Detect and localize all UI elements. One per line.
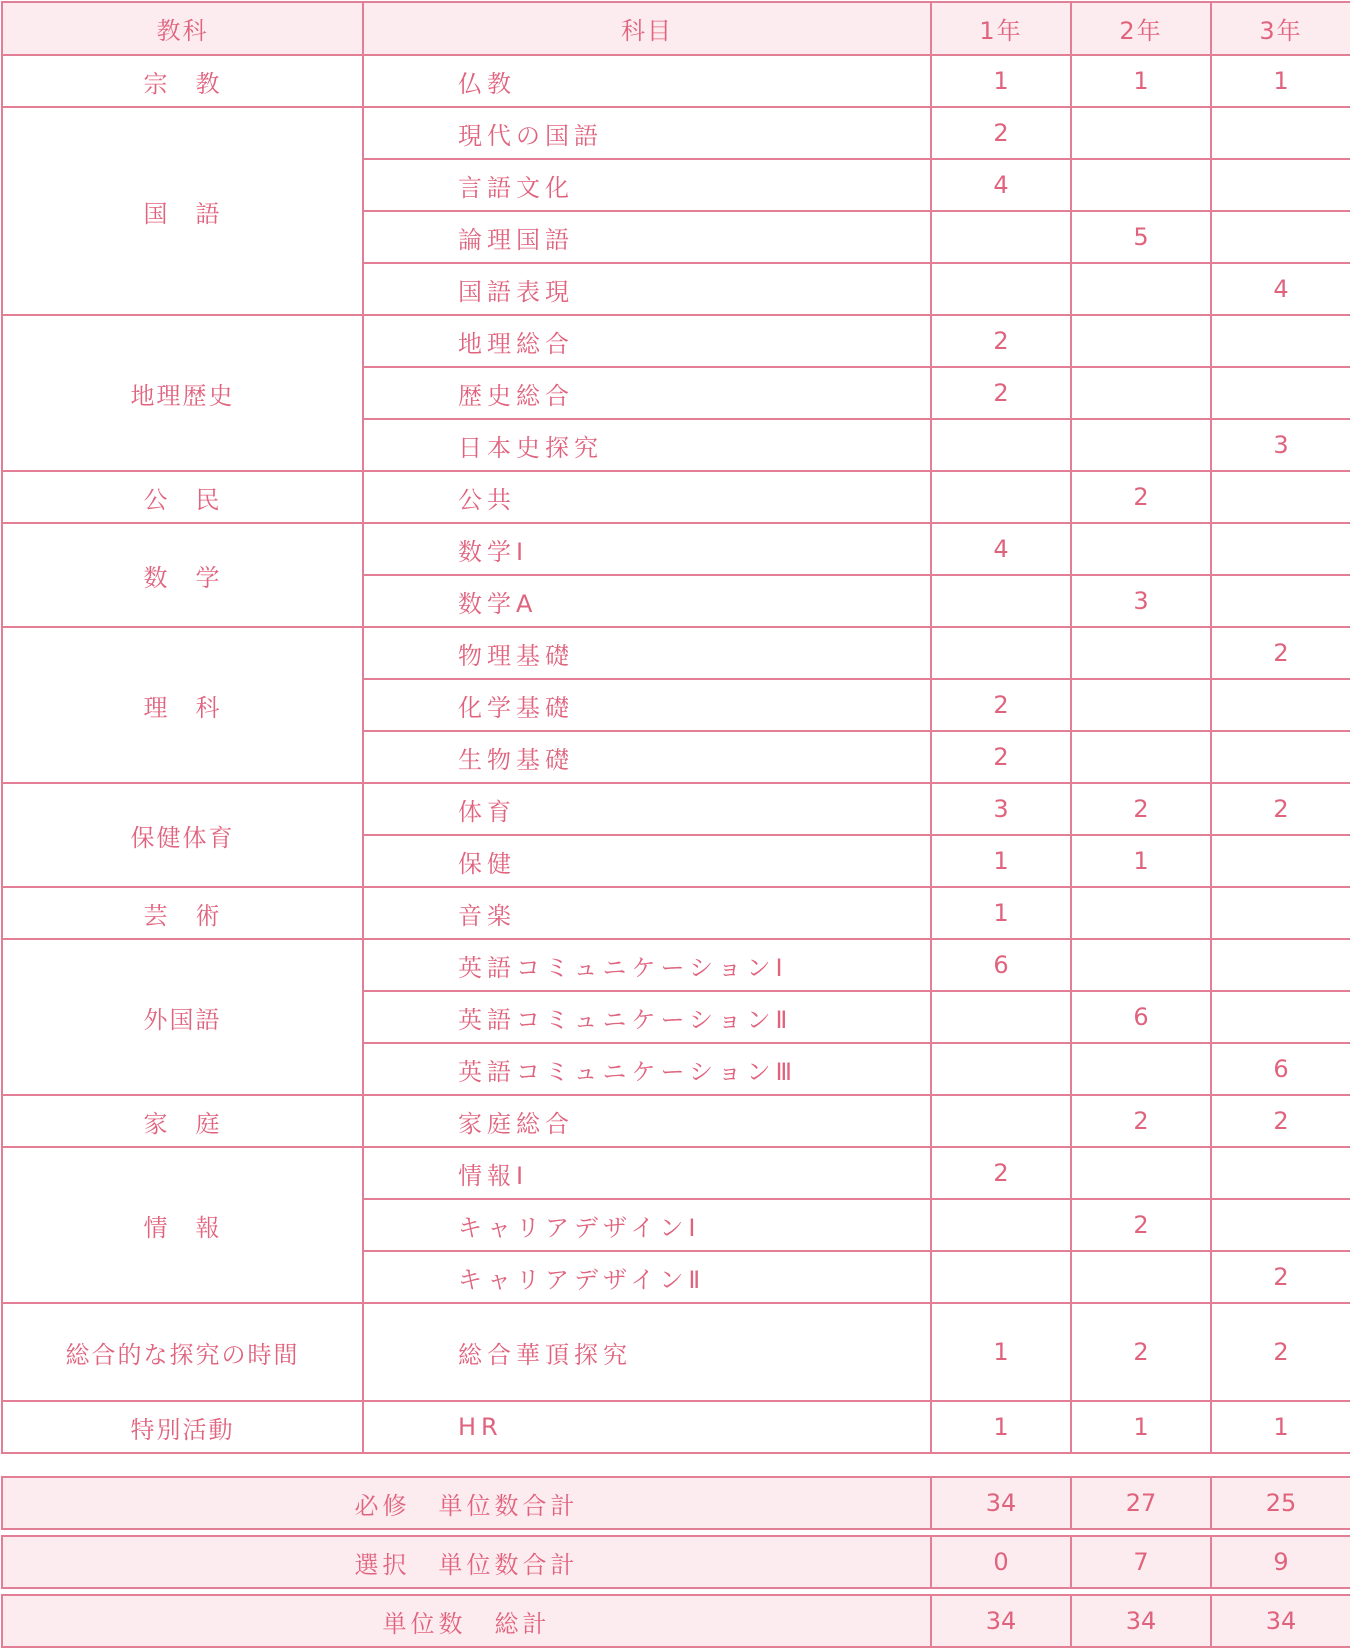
year-3-cell xyxy=(1211,991,1350,1043)
year-2-cell xyxy=(1071,1147,1211,1199)
subject-cell: 地理総合 xyxy=(363,315,931,367)
year-2-cell: 3 xyxy=(1071,575,1211,627)
table-row xyxy=(2,1147,1350,1199)
table-row xyxy=(2,315,1350,367)
year-2-cell xyxy=(1071,107,1211,159)
subject-cell: 仏教 xyxy=(363,55,931,107)
year-3-cell: 2 xyxy=(1211,783,1350,835)
year-2-cell xyxy=(1071,419,1211,471)
year-3-cell xyxy=(1211,471,1350,523)
year-2-cell: 1 xyxy=(1071,835,1211,887)
subject-cell: キャリアデザインⅡ xyxy=(363,1251,931,1303)
year-3-cell: 2 xyxy=(1211,1303,1350,1401)
header-subject: 科目 xyxy=(363,2,931,55)
table-row xyxy=(2,107,1350,159)
subject-cell: HR xyxy=(363,1401,931,1453)
year-1-cell: 1 xyxy=(931,1303,1071,1401)
subject-cell: 音楽 xyxy=(363,887,931,939)
year-1-cell: 2 xyxy=(931,1147,1071,1199)
year-1-cell xyxy=(931,575,1071,627)
subject-cell: 英語コミュニケーションⅢ xyxy=(363,1043,931,1095)
year-1-cell: 4 xyxy=(931,159,1071,211)
year-3-cell xyxy=(1211,679,1350,731)
year-1-cell: 1 xyxy=(931,55,1071,107)
subject-cell: 英語コミュニケーションⅡ xyxy=(363,991,931,1043)
dept-cell: 保健体育 xyxy=(2,783,363,887)
subject-cell: 歴史総合 xyxy=(363,367,931,419)
table-row xyxy=(2,55,1350,107)
year-1-cell xyxy=(931,1199,1071,1251)
year-2-cell xyxy=(1071,1251,1211,1303)
grand-total-y1: 34 xyxy=(931,1595,1071,1647)
subject-cell: 家庭総合 xyxy=(363,1095,931,1147)
required-total-y2: 27 xyxy=(1071,1477,1211,1529)
subject-cell: 国語表現 xyxy=(363,263,931,315)
required-total-table xyxy=(1,1476,1350,1530)
table-row xyxy=(2,783,1350,835)
subject-cell: 保健 xyxy=(363,835,931,887)
elective-total-y3: 9 xyxy=(1211,1536,1350,1588)
year-3-cell xyxy=(1211,731,1350,783)
table-row xyxy=(2,1095,1350,1147)
subject-cell: 日本史探究 xyxy=(363,419,931,471)
dept-cell: 情 報 xyxy=(2,1147,363,1303)
year-2-cell: 1 xyxy=(1071,1401,1211,1453)
grand-total-table xyxy=(1,1594,1350,1648)
year-1-cell xyxy=(931,1095,1071,1147)
grand-total-y3: 34 xyxy=(1211,1595,1350,1647)
dept-cell: 地理歴史 xyxy=(2,315,363,471)
year-3-cell xyxy=(1211,939,1350,991)
table-row xyxy=(2,627,1350,679)
grand-total-label: 単位数 総計 xyxy=(2,1595,931,1647)
year-1-cell: 2 xyxy=(931,107,1071,159)
year-1-cell xyxy=(931,627,1071,679)
year-2-cell: 2 xyxy=(1071,1199,1211,1251)
subject-cell: 論理国語 xyxy=(363,211,931,263)
year-2-cell xyxy=(1071,315,1211,367)
year-3-cell xyxy=(1211,315,1350,367)
year-3-cell xyxy=(1211,107,1350,159)
year-2-cell xyxy=(1071,263,1211,315)
year-2-cell: 2 xyxy=(1071,783,1211,835)
header-row xyxy=(2,2,1350,55)
subject-cell: 現代の国語 xyxy=(363,107,931,159)
year-2-cell xyxy=(1071,159,1211,211)
year-2-cell: 5 xyxy=(1071,211,1211,263)
dept-cell: 公 民 xyxy=(2,471,363,523)
year-3-cell: 6 xyxy=(1211,1043,1350,1095)
year-1-cell xyxy=(931,1251,1071,1303)
year-3-cell xyxy=(1211,523,1350,575)
required-total-row xyxy=(2,1477,1350,1529)
year-2-cell xyxy=(1071,939,1211,991)
dept-cell: 数 学 xyxy=(2,523,363,627)
year-3-cell: 2 xyxy=(1211,627,1350,679)
grand-total-y2: 34 xyxy=(1071,1595,1211,1647)
table-row xyxy=(2,1401,1350,1453)
year-3-cell: 2 xyxy=(1211,1095,1350,1147)
elective-total-row xyxy=(2,1536,1350,1588)
year-1-cell: 2 xyxy=(931,731,1071,783)
year-1-cell xyxy=(931,419,1071,471)
year-1-cell: 4 xyxy=(931,523,1071,575)
elective-total-y1: 0 xyxy=(931,1536,1071,1588)
year-2-cell xyxy=(1071,627,1211,679)
table-row xyxy=(2,939,1350,991)
dept-cell: 特別活動 xyxy=(2,1401,363,1453)
dept-cell: 家 庭 xyxy=(2,1095,363,1147)
year-1-cell: 1 xyxy=(931,835,1071,887)
table-body xyxy=(2,55,1350,1453)
table-row xyxy=(2,887,1350,939)
year-1-cell xyxy=(931,991,1071,1043)
table-row xyxy=(2,1303,1350,1401)
year-2-cell: 2 xyxy=(1071,1095,1211,1147)
year-2-cell xyxy=(1071,367,1211,419)
year-1-cell xyxy=(931,1043,1071,1095)
year-1-cell: 3 xyxy=(931,783,1071,835)
year-2-cell xyxy=(1071,1043,1211,1095)
year-2-cell: 1 xyxy=(1071,55,1211,107)
year-2-cell: 2 xyxy=(1071,471,1211,523)
year-1-cell: 2 xyxy=(931,315,1071,367)
dept-cell: 総合的な探究の時間 xyxy=(2,1303,363,1401)
required-total-y1: 34 xyxy=(931,1477,1071,1529)
required-total-label: 必修 単位数合計 xyxy=(2,1477,931,1529)
subject-cell: 英語コミュニケーションⅠ xyxy=(363,939,931,991)
year-3-cell: 2 xyxy=(1211,1251,1350,1303)
year-2-cell: 2 xyxy=(1071,1303,1211,1401)
year-1-cell xyxy=(931,263,1071,315)
year-3-cell: 3 xyxy=(1211,419,1350,471)
year-3-cell: 1 xyxy=(1211,1401,1350,1453)
year-1-cell: 6 xyxy=(931,939,1071,991)
dept-cell: 芸 術 xyxy=(2,887,363,939)
subject-cell: 生物基礎 xyxy=(363,731,931,783)
year-2-cell xyxy=(1071,679,1211,731)
header-year-3: 3年 xyxy=(1211,2,1350,55)
dept-cell: 理 科 xyxy=(2,627,363,783)
year-1-cell: 2 xyxy=(931,679,1071,731)
table-row xyxy=(2,471,1350,523)
year-3-cell xyxy=(1211,1199,1350,1251)
subject-cell: キャリアデザインⅠ xyxy=(363,1199,931,1251)
year-2-cell: 6 xyxy=(1071,991,1211,1043)
elective-total-table xyxy=(1,1535,1350,1589)
year-2-cell xyxy=(1071,731,1211,783)
subject-cell: 公共 xyxy=(363,471,931,523)
year-3-cell xyxy=(1211,835,1350,887)
year-1-cell: 2 xyxy=(931,367,1071,419)
year-2-cell xyxy=(1071,887,1211,939)
elective-total-label: 選択 単位数合計 xyxy=(2,1536,931,1588)
year-1-cell: 1 xyxy=(931,887,1071,939)
year-3-cell: 1 xyxy=(1211,55,1350,107)
year-3-cell xyxy=(1211,575,1350,627)
table-row xyxy=(2,523,1350,575)
subject-cell: 数学A xyxy=(363,575,931,627)
subject-cell: 化学基礎 xyxy=(363,679,931,731)
subject-cell: 物理基礎 xyxy=(363,627,931,679)
year-3-cell xyxy=(1211,211,1350,263)
required-total-y3: 25 xyxy=(1211,1477,1350,1529)
year-1-cell xyxy=(931,211,1071,263)
year-3-cell xyxy=(1211,159,1350,211)
dept-cell: 外国語 xyxy=(2,939,363,1095)
header-dept: 教科 xyxy=(2,2,363,55)
subject-cell: 言語文化 xyxy=(363,159,931,211)
year-2-cell xyxy=(1071,523,1211,575)
year-1-cell: 1 xyxy=(931,1401,1071,1453)
elective-total-y2: 7 xyxy=(1071,1536,1211,1588)
subject-cell: 数学Ⅰ xyxy=(363,523,931,575)
subject-cell: 体育 xyxy=(363,783,931,835)
subject-cell: 総合華頂探究 xyxy=(363,1303,931,1401)
year-3-cell: 4 xyxy=(1211,263,1350,315)
subject-cell: 情報Ⅰ xyxy=(363,1147,931,1199)
year-3-cell xyxy=(1211,1147,1350,1199)
grand-total-row xyxy=(2,1595,1350,1647)
header-year-2: 2年 xyxy=(1071,2,1211,55)
dept-cell: 国 語 xyxy=(2,107,363,315)
year-1-cell xyxy=(931,471,1071,523)
year-3-cell xyxy=(1211,887,1350,939)
header-year-1: 1年 xyxy=(931,2,1071,55)
dept-cell: 宗 教 xyxy=(2,55,363,107)
curriculum-table xyxy=(1,1,1350,1454)
year-3-cell xyxy=(1211,367,1350,419)
